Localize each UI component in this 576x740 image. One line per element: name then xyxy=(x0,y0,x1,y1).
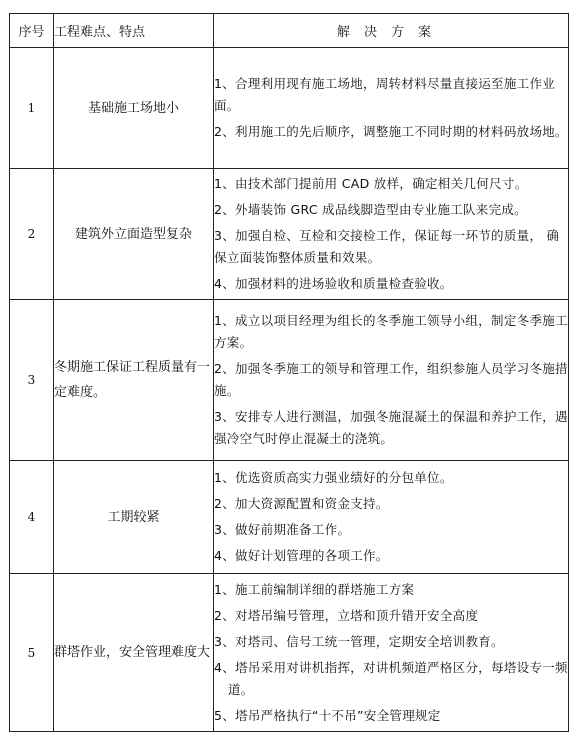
solution-item: 2、外墙装饰 GRC 成品线脚造型由专业施工队来完成。 xyxy=(214,202,527,217)
solution-item: 3、对塔司、信号工统一管理，定期安全培训教育。 xyxy=(214,633,504,649)
solution-item: 4、加强材料的进场验收和质量检查验收。 xyxy=(214,276,453,291)
table-header-row xyxy=(10,14,569,48)
solution-item: 1、成立以项目经理为组长的冬季施工领导小组，制定冬季施工方案。 xyxy=(214,313,568,350)
row-number: 5 xyxy=(10,574,54,732)
difficulty-cell: 冬期施工保证工程质量有一定难度。 xyxy=(54,300,214,461)
solution-item: 1、由技术部门提前用 CAD 放样，确定相关几何尺寸。 xyxy=(214,176,528,191)
difficulty-cell: 工期较紧 xyxy=(54,461,214,574)
table-row xyxy=(10,169,569,300)
row-number: 3 xyxy=(10,300,54,461)
header-difficulty: 工程难点、特点 xyxy=(54,14,214,48)
solution-item: 1、施工前编制详细的群塔施工方案 xyxy=(214,581,415,597)
solution-item: 5、塔吊严格执行“十不吊”安全管理规定 xyxy=(214,707,441,723)
difficulty-cell: 群塔作业，安全管理难度大 xyxy=(54,574,214,732)
solution-cell xyxy=(214,300,569,461)
solution-item: 3、安排专人进行测温，加强冬施混凝土的保温和养护工作，遇强冷空气时停止混凝土的浇筑。 xyxy=(214,409,568,446)
solution-item: 2、对塔吊编号管理，立塔和顶升错开安全高度 xyxy=(214,607,479,623)
solution-cell xyxy=(214,574,569,732)
row-number: 4 xyxy=(10,461,54,574)
solution-item: 4、做好计划管理的各项工作。 xyxy=(214,548,389,563)
solution-cell xyxy=(214,169,569,300)
difficulty-cell: 基础施工场地小 xyxy=(54,48,214,169)
row-number: 2 xyxy=(10,169,54,300)
solution-item: 1、优选资质高实力强业绩好的分包单位。 xyxy=(214,470,453,485)
table-row xyxy=(10,574,569,732)
solution-item: 2、加大资源配置和资金支持。 xyxy=(214,496,389,511)
solution-cell xyxy=(214,48,569,169)
table-row xyxy=(10,461,569,574)
header-solution: 解决方案 xyxy=(214,14,569,48)
solution-item: 3、加强自检、互检和交接检工作，保证每一环节的质量， 确保立面装饰整体质量和效果。 xyxy=(214,228,560,265)
difficulty-solution-table xyxy=(9,13,569,732)
solution-item: 1、合理利用现有施工场地，周转材料尽量直接运至施工作业面。 xyxy=(214,76,556,113)
solution-cell xyxy=(214,461,569,574)
solution-item: 2、利用施工的先后顺序，调整施工不同时期的材料码放场地。 xyxy=(214,124,568,139)
header-no: 序号 xyxy=(10,14,54,48)
difficulty-cell: 建筑外立面造型复杂 xyxy=(54,169,214,300)
solution-item: 4、塔吊采用对讲机指挥，对讲机频道严格区分，每塔设专一频道。 xyxy=(214,659,568,697)
row-number: 1 xyxy=(10,48,54,169)
table-row xyxy=(10,300,569,461)
solution-item: 2、加强冬季施工的领导和管理工作，组织参施人员学习冬施措施。 xyxy=(214,361,568,398)
solution-item: 3、做好前期准备工作。 xyxy=(214,522,351,537)
table-row xyxy=(10,48,569,169)
